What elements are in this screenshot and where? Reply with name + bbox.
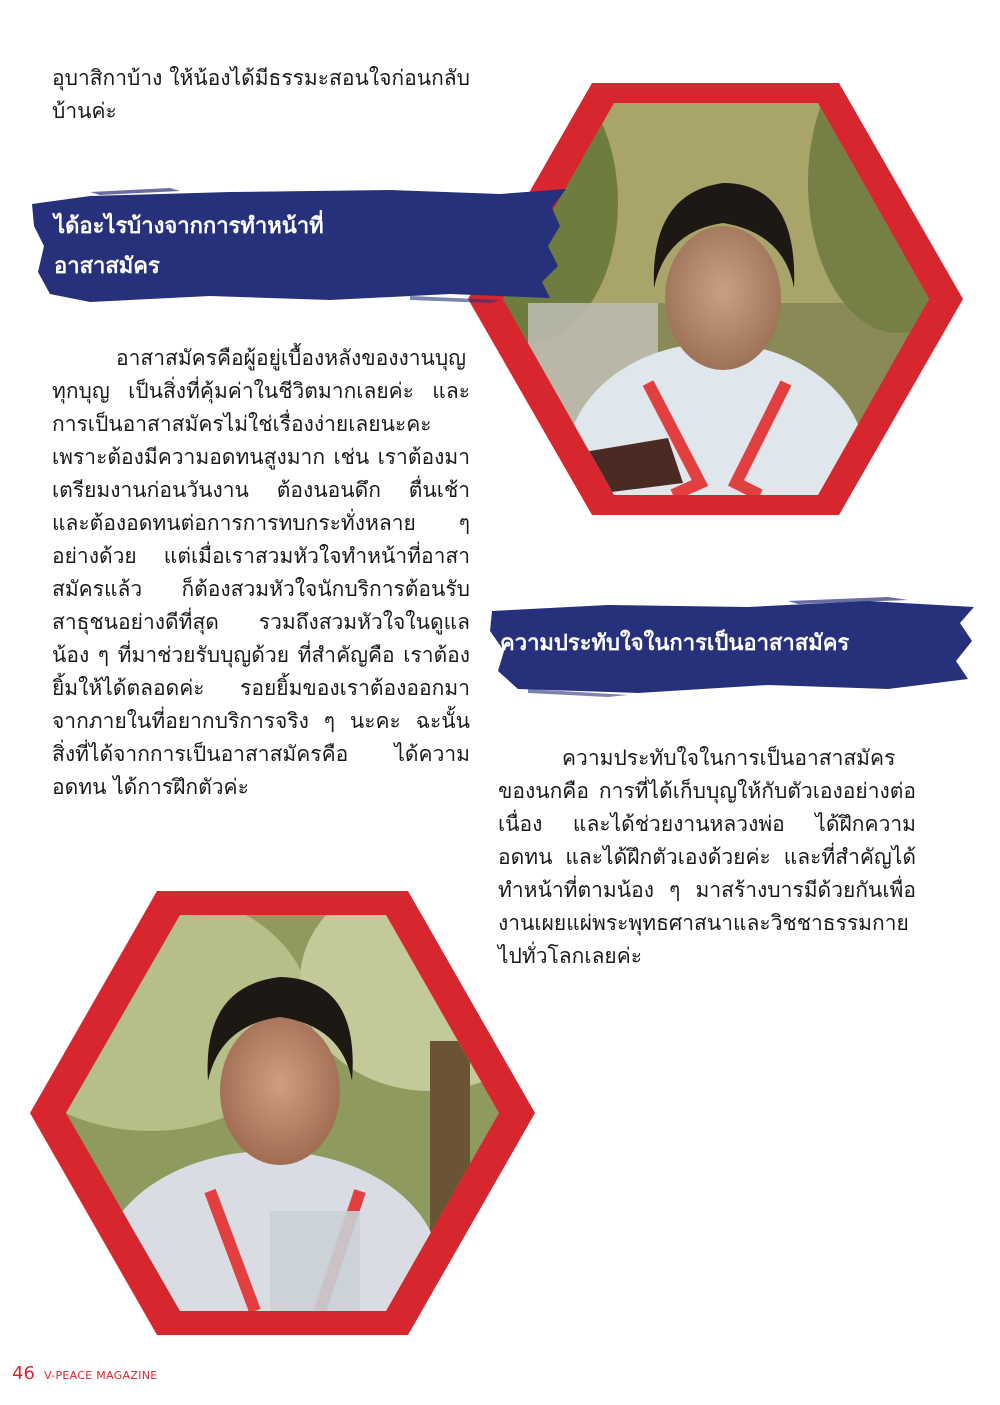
magazine-name: V-PEACE MAGAZINE [44,1369,158,1382]
section1-heading-banner [30,186,568,304]
section2-heading-banner [488,597,976,697]
section2-body: ความประทับใจในการเป็นอาสาสมัครของนกคือ การที่ได้เก็บบุญให้กับตัวเองอย่างต่อเนื่อง และได้ช่วยงานหลวงพ่อ ได้ฝึกความอดทน และได้ฝึกตัวเองด้วยค่ะ และที่สำคัญได้ทำหน้าที่ตามน้อง ๆ มาสร้างบารมีด้วยกันเพื่องานเผยแผ่พระพุทธศาสนาและวิชชาธรรมกายไปทั่วโลกเลยค่ะ [498,746,916,968]
page-number: 46 [12,1363,35,1384]
section1-heading-line1: ได้อะไรบ้างจากการทำหน้าที่ [54,214,324,239]
section2-heading: ความประทับใจในการเป็นอาสาสมัคร [500,631,850,656]
page-footer [12,1363,158,1384]
hexagon-photo-bottom [30,891,535,1335]
section1-heading-line2: อาสาสมัคร [54,254,160,279]
intro-paragraph: อุบาสิกาบ้าง ให้น้องได้มีธรรมะสอนใจก่อนกลับบ้านค่ะ [52,66,470,123]
section1-body: อาสาสมัครคือผู้อยู่เบื้องหลังของงานบุญทุกบุญ เป็นสิ่งที่คุ้มค่าในชีวิตมากเลยค่ะ และการเป็นอาสาสมัครไม่ใช่เรื่องง่ายเลยนะคะ เพราะต้องมีความอดทนสูงมาก เช่น เราต้องมาเตรียมงานก่อนวันงาน ต้องนอนดึก ตื่นเช้า และต้องอดทนต่อการการทบกระทั่งหลาย ๆ อย่างด้วย แต่เมื่อเราสวมหัวใจทำหน้าที่อาสาสมัครแล้ว ก็ต้องสวมหัวใจนักบริการต้อนรับสาธุชนอย่างดีที่สุด รวมถึงสวมหัวใจในดูแลน้อง ๆ ที่มาช่วยรับบุญด้วย ที่สำคัญคือ เราต้องยิ้มให้ได้ตลอดค่ะ รอยยิ้มของเราต้องออกมาจากภายในที่อยากบริการจริง ๆ นะคะ ฉะนั้น สิ่งที่ได้จากการเป็นอาสาสมัครคือ ได้ความอดทน ได้การฝึกตัวค่ะ [52,346,470,799]
